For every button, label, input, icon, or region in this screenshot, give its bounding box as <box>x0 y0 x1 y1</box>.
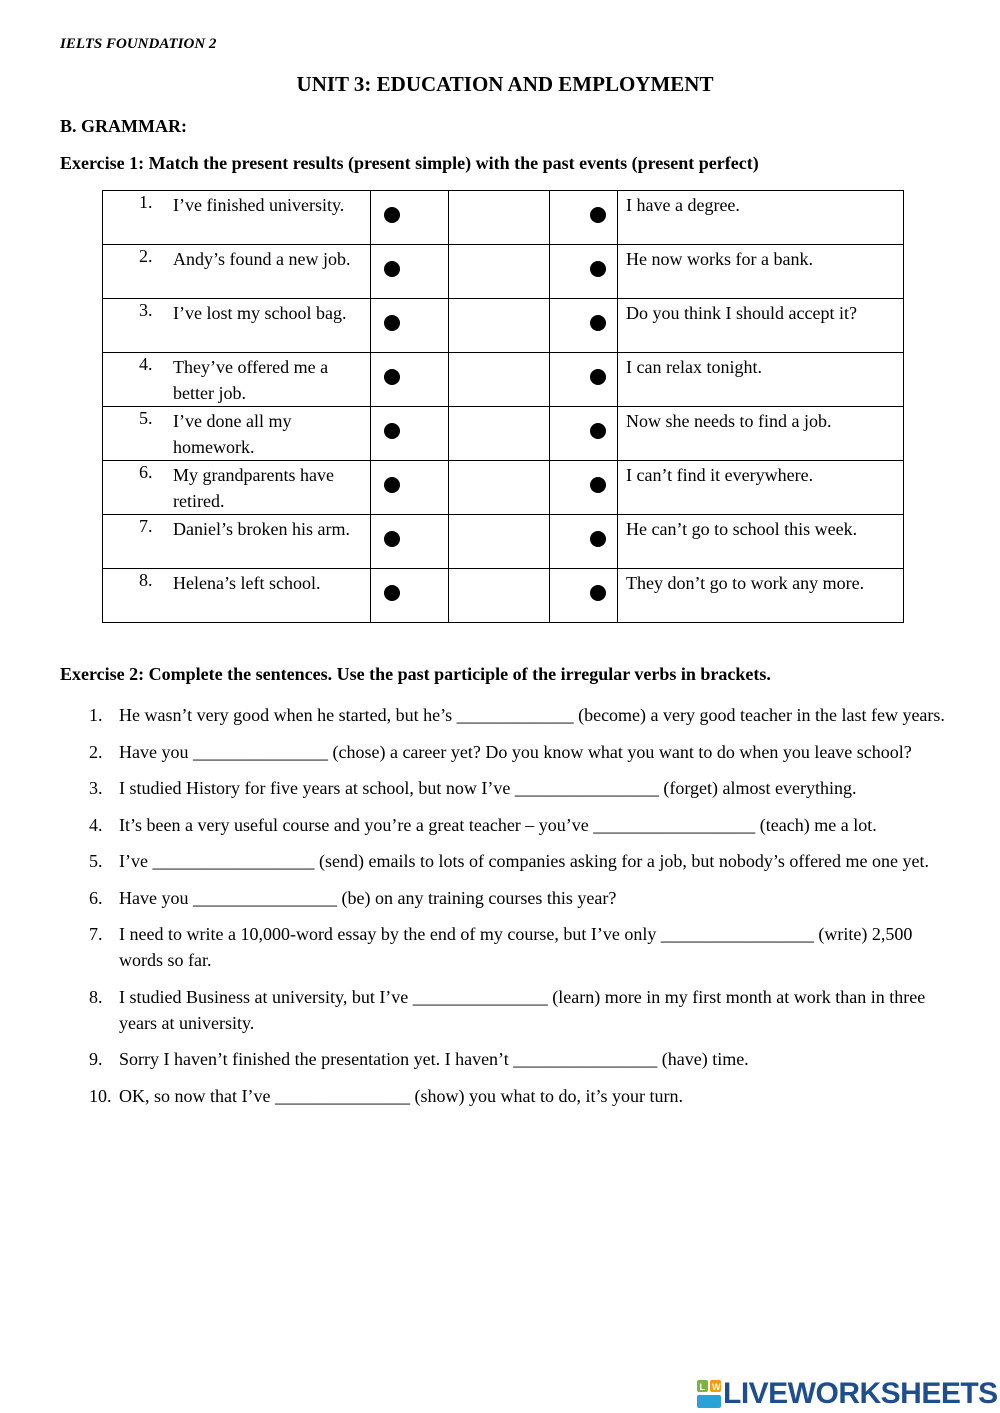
present-result-cell <box>618 515 904 569</box>
gap-cell <box>449 353 550 407</box>
right-connector-cell <box>550 515 618 569</box>
left-connector-cell <box>371 461 449 515</box>
present-result-cell <box>618 407 904 461</box>
liveworksheets-logo <box>697 1376 998 1412</box>
svg-text:W: W <box>712 1382 721 1392</box>
past-event-text: Helena’s left school. <box>173 573 321 593</box>
item-number: 5. <box>139 408 153 428</box>
right-match-dot[interactable] <box>590 585 606 601</box>
unit-title: UNIT 3: EDUCATION AND EMPLOYMENT <box>296 72 714 96</box>
left-connector-cell <box>371 191 449 245</box>
present-result-text: They don’t go to work any more. <box>626 573 865 593</box>
item-number: 4. <box>139 354 153 374</box>
left-connector-cell <box>371 299 449 353</box>
present-result-cell <box>618 191 904 245</box>
left-connector-cell <box>371 407 449 461</box>
right-connector-cell <box>550 191 618 245</box>
sentence-number: 8. <box>89 986 103 1007</box>
sentence-number: 3. <box>89 778 103 798</box>
past-event-text: They’ve offered me a better job. <box>173 357 329 403</box>
sentence-item <box>60 739 960 765</box>
present-result-cell <box>618 461 904 515</box>
sentence-text: I studied History for five years at school, but now I’ve ________________ (forget) almost everything. <box>119 778 857 798</box>
right-match-dot[interactable] <box>590 261 606 277</box>
gap-cell <box>449 515 550 569</box>
past-event-cell <box>103 515 371 569</box>
past-event-cell <box>103 353 371 407</box>
past-event-cell <box>103 461 371 515</box>
left-match-dot[interactable] <box>384 423 400 439</box>
past-event-cell <box>103 299 371 353</box>
sentence-text: Have you ________________ (be) on any training courses this year? <box>119 887 617 908</box>
sentence-item <box>60 1083 960 1109</box>
left-match-dot[interactable] <box>384 261 400 277</box>
left-connector-cell <box>371 353 449 407</box>
right-match-dot[interactable] <box>590 315 606 331</box>
present-result-cell <box>618 353 904 407</box>
match-row <box>103 515 904 569</box>
sentence-item <box>60 921 960 973</box>
right-match-dot[interactable] <box>590 369 606 385</box>
past-event-text: I’ve done all my homework. <box>173 411 292 457</box>
match-row <box>103 461 904 515</box>
sentence-text: I’ve __________________ (send) emails to lots of companies asking for a job, but nobody’s offered me one yet. <box>119 851 930 871</box>
sentence-number: 9. <box>89 1049 103 1069</box>
right-match-dot[interactable] <box>590 207 606 223</box>
exercise1-instruction: Exercise 1: Match the present results (present simple) with the past events (present perfect) <box>60 153 759 173</box>
left-connector-cell <box>371 515 449 569</box>
sentence-text: I need to write a 10,000-word essay by the end of my course, but I’ve only _________________ (write) 2,500 words so far. <box>119 924 913 970</box>
past-event-cell <box>103 245 371 299</box>
item-number: 6. <box>139 462 153 482</box>
present-result-text: I can’t find it everywhere. <box>626 465 814 485</box>
sentence-text: It’s been a very useful course and you’re a great teacher – you’ve __________________ (teach) me a lot. <box>119 814 877 835</box>
past-event-cell <box>103 407 371 461</box>
past-event-text: I’ve lost my school bag. <box>173 303 347 323</box>
matching-table <box>102 190 904 623</box>
sentence-number: 4. <box>89 814 103 835</box>
left-match-dot[interactable] <box>384 477 400 493</box>
sentence-text: Have you _______________ (chose) a career yet? Do you know what you want to do when you leave school? <box>119 741 912 762</box>
right-connector-cell <box>550 299 618 353</box>
logo-text: LIVEWORKSHEETS <box>723 1377 998 1410</box>
present-result-text: I have a degree. <box>626 195 740 215</box>
item-number: 1. <box>139 192 153 212</box>
exercise2-list <box>60 702 960 1119</box>
match-row <box>103 299 904 353</box>
left-match-dot[interactable] <box>384 531 400 547</box>
gap-cell <box>449 461 550 515</box>
gap-cell <box>449 191 550 245</box>
past-event-text: My grandparents have retired. <box>173 465 334 511</box>
present-result-cell <box>618 245 904 299</box>
present-result-cell <box>618 299 904 353</box>
left-connector-cell <box>371 569 449 623</box>
right-connector-cell <box>550 353 618 407</box>
section-heading: B. GRAMMAR: <box>60 116 187 136</box>
right-match-dot[interactable] <box>590 477 606 493</box>
present-result-text: He now works for a bank. <box>626 249 813 269</box>
course-name: IELTS FOUNDATION 2 <box>60 36 217 52</box>
past-event-text: Daniel’s broken his arm. <box>173 519 350 539</box>
sentence-text: Sorry I haven’t finished the presentation yet. I haven’t ________________ (have) time. <box>119 1049 749 1069</box>
sentence-item <box>60 984 960 1036</box>
left-match-dot[interactable] <box>384 207 400 223</box>
item-number: 8. <box>139 570 153 590</box>
item-number: 7. <box>139 516 153 536</box>
present-result-cell <box>618 569 904 623</box>
exercise2-instruction: Exercise 2: Complete the sentences. Use the past participle of the irregular verbs in brackets. <box>60 664 771 684</box>
past-event-text: Andy’s found a new job. <box>173 249 351 269</box>
left-connector-cell <box>371 245 449 299</box>
gap-cell <box>449 245 550 299</box>
item-number: 3. <box>139 300 153 320</box>
sentence-number: 10. <box>89 1085 112 1106</box>
gap-cell <box>449 407 550 461</box>
sentence-item <box>60 702 960 728</box>
right-connector-cell <box>550 245 618 299</box>
present-result-text: I can relax tonight. <box>626 357 762 377</box>
right-connector-cell <box>550 461 618 515</box>
sentence-number: 6. <box>89 887 103 908</box>
right-connector-cell <box>550 569 618 623</box>
right-match-dot[interactable] <box>590 531 606 547</box>
past-event-text: I’ve finished university. <box>173 195 345 215</box>
sentence-text: OK, so now that I’ve _______________ (show) you what to do, it’s your turn. <box>119 1085 683 1106</box>
past-event-cell <box>103 569 371 623</box>
sentence-item <box>60 812 960 838</box>
match-row <box>103 191 904 245</box>
sentence-item <box>60 775 960 801</box>
sentence-number: 5. <box>89 851 103 871</box>
sentence-item <box>60 1046 960 1072</box>
right-match-dot[interactable] <box>590 423 606 439</box>
sentence-text: I studied Business at university, but I’ve _______________ (learn) more in my first month at work than in three years at university. <box>119 986 926 1033</box>
match-row <box>103 245 904 299</box>
gap-cell <box>449 299 550 353</box>
sentence-number: 1. <box>89 705 103 725</box>
right-connector-cell <box>550 407 618 461</box>
left-match-dot[interactable] <box>384 315 400 331</box>
left-match-dot[interactable] <box>384 585 400 601</box>
present-result-text: He can’t go to school this week. <box>626 519 858 539</box>
sentence-text: He wasn’t very good when he started, but he’s _____________ (become) a very good teacher in the last few years. <box>119 705 945 725</box>
sentence-number: 2. <box>89 741 103 762</box>
sentence-item <box>60 848 960 874</box>
sentence-number: 7. <box>89 924 103 944</box>
match-row <box>103 569 904 623</box>
past-event-cell <box>103 191 371 245</box>
left-match-dot[interactable] <box>384 369 400 385</box>
sentence-item <box>60 885 960 911</box>
present-result-text: Do you think I should accept it? <box>626 303 857 323</box>
present-result-text: Now she needs to find a job. <box>626 411 832 431</box>
item-number: 2. <box>139 246 153 266</box>
match-row <box>103 407 904 461</box>
gap-cell <box>449 569 550 623</box>
svg-text:L: L <box>699 1382 705 1392</box>
liveworksheets-logo-icon <box>697 1380 721 1408</box>
match-row <box>103 353 904 407</box>
